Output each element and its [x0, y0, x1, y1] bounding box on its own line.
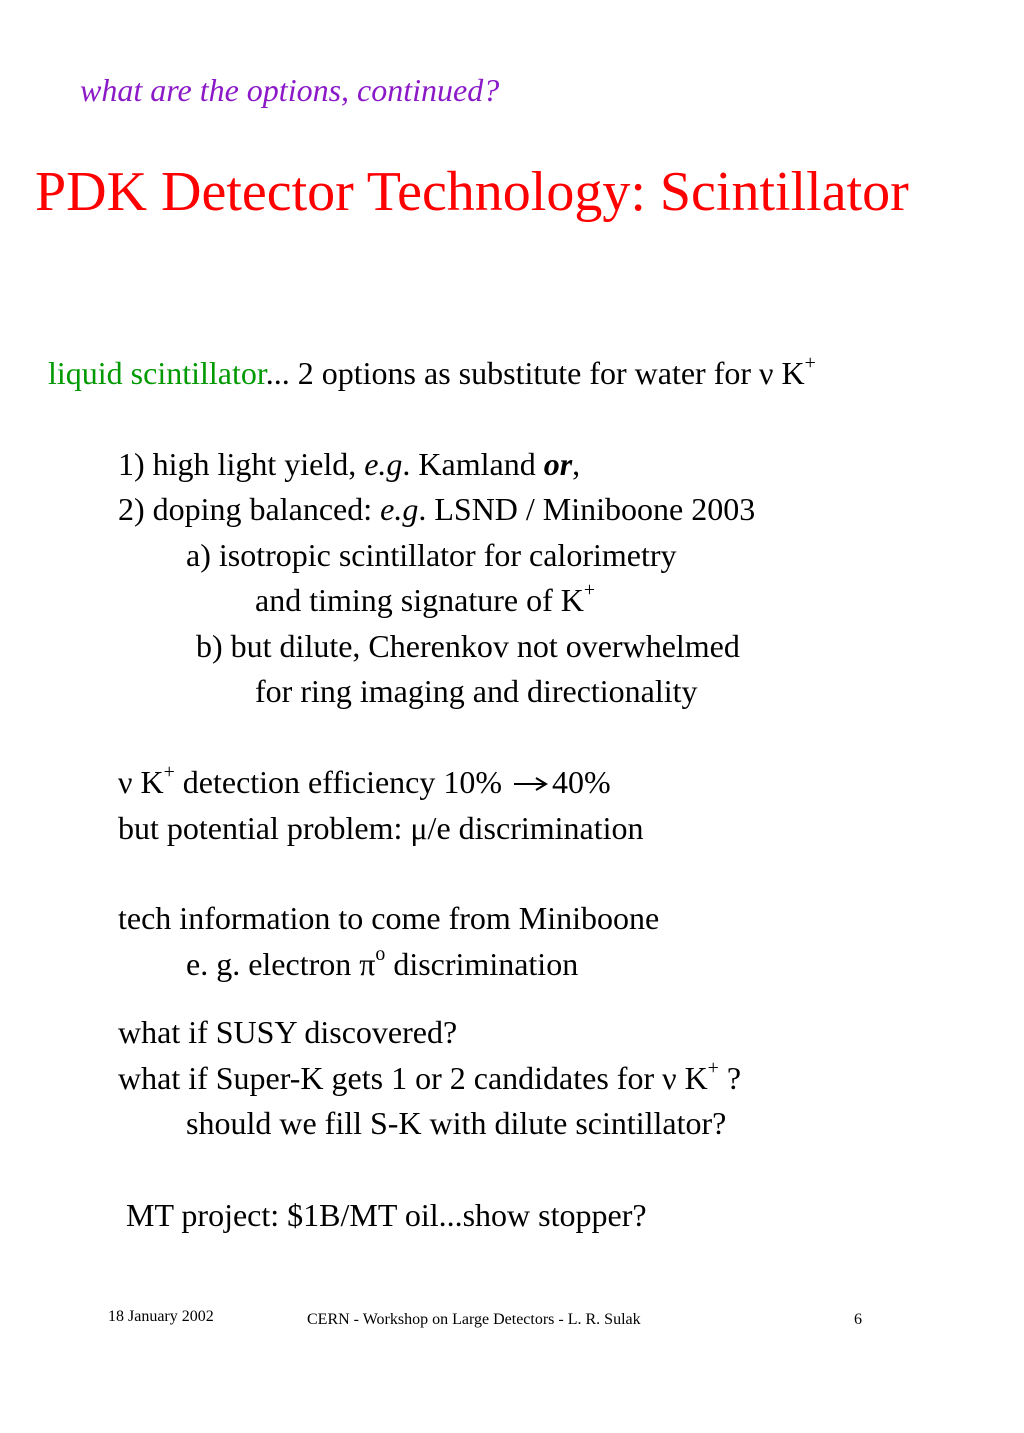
- line-8-end: 40%: [552, 764, 611, 800]
- line-11-post: discrimination: [385, 946, 579, 982]
- line-11-pre: e. g. electron π: [186, 946, 376, 982]
- line-detection-efficiency: [118, 761, 611, 801]
- eg-italic: e.g: [364, 446, 403, 482]
- line-potential-problem: but potential problem: μ/e discrimination: [118, 810, 644, 846]
- highlight-liquid-scintillator: liquid scintillator: [48, 355, 266, 391]
- line-dilute-cherenkov: b) but dilute, Cherenkov not overwhelmed: [196, 628, 740, 664]
- line-2-pre: 1) high light yield,: [118, 446, 365, 482]
- line-13-post: ?: [718, 1060, 742, 1096]
- line-isotropic-scintillator: a) isotropic scintillator for calorimetry: [186, 537, 677, 573]
- line-3-pre: 2) doping balanced:: [118, 491, 381, 527]
- footer-page-number: 6: [854, 1311, 862, 1328]
- line-8-post: detection efficiency 10%: [174, 764, 511, 800]
- footer-date: 18 January 2002: [108, 1308, 214, 1325]
- line-electron-pi-discrimination: [186, 943, 579, 983]
- line-doping-balanced: [118, 491, 755, 528]
- line-3-post: . LSND / Miniboone 2003: [418, 491, 756, 527]
- line-1-rest: ... 2 options as substitute for water for ν K: [265, 355, 805, 391]
- line-tech-information: tech information to come from Miniboone: [118, 900, 660, 936]
- superscript-plus: +: [163, 761, 175, 784]
- footer-title: CERN - Workshop on Large Detectors - L. R. Sulak: [307, 1311, 641, 1328]
- line-liquid-scintillator: [48, 352, 816, 392]
- line-2-mid: . Kamland: [402, 446, 544, 482]
- slide-title: PDK Detector Technology: Scintillator: [35, 161, 909, 223]
- line-13-pre: what if Super-K gets 1 or 2 candidates for ν K: [118, 1060, 708, 1096]
- line-mt-project: MT project: $1B/MT oil...show stopper?: [126, 1197, 647, 1233]
- slide-subtitle: what are the options, continued?: [80, 72, 500, 108]
- line-5-text: and timing signature of K: [255, 582, 584, 618]
- line-ring-imaging: for ring imaging and directionality: [255, 673, 698, 709]
- or-bold-italic: or: [543, 446, 573, 482]
- superscript-plus: +: [707, 1057, 719, 1080]
- superscript-plus: +: [583, 579, 596, 602]
- superscript-plus: +: [804, 352, 816, 375]
- line-2-post: ,: [572, 446, 581, 482]
- line-fill-sk: should we fill S-K with dilute scintillator?: [186, 1105, 727, 1141]
- eg-italic: e.g: [380, 491, 419, 527]
- line-8-pre: ν K: [118, 764, 164, 800]
- line-high-light-yield: [118, 446, 580, 483]
- line-super-k-candidates: [118, 1057, 742, 1097]
- right-arrow-icon: [512, 774, 550, 794]
- line-susy-discovered: what if SUSY discovered?: [118, 1014, 458, 1050]
- superscript-o: o: [375, 943, 386, 966]
- line-timing-signature: [255, 579, 596, 619]
